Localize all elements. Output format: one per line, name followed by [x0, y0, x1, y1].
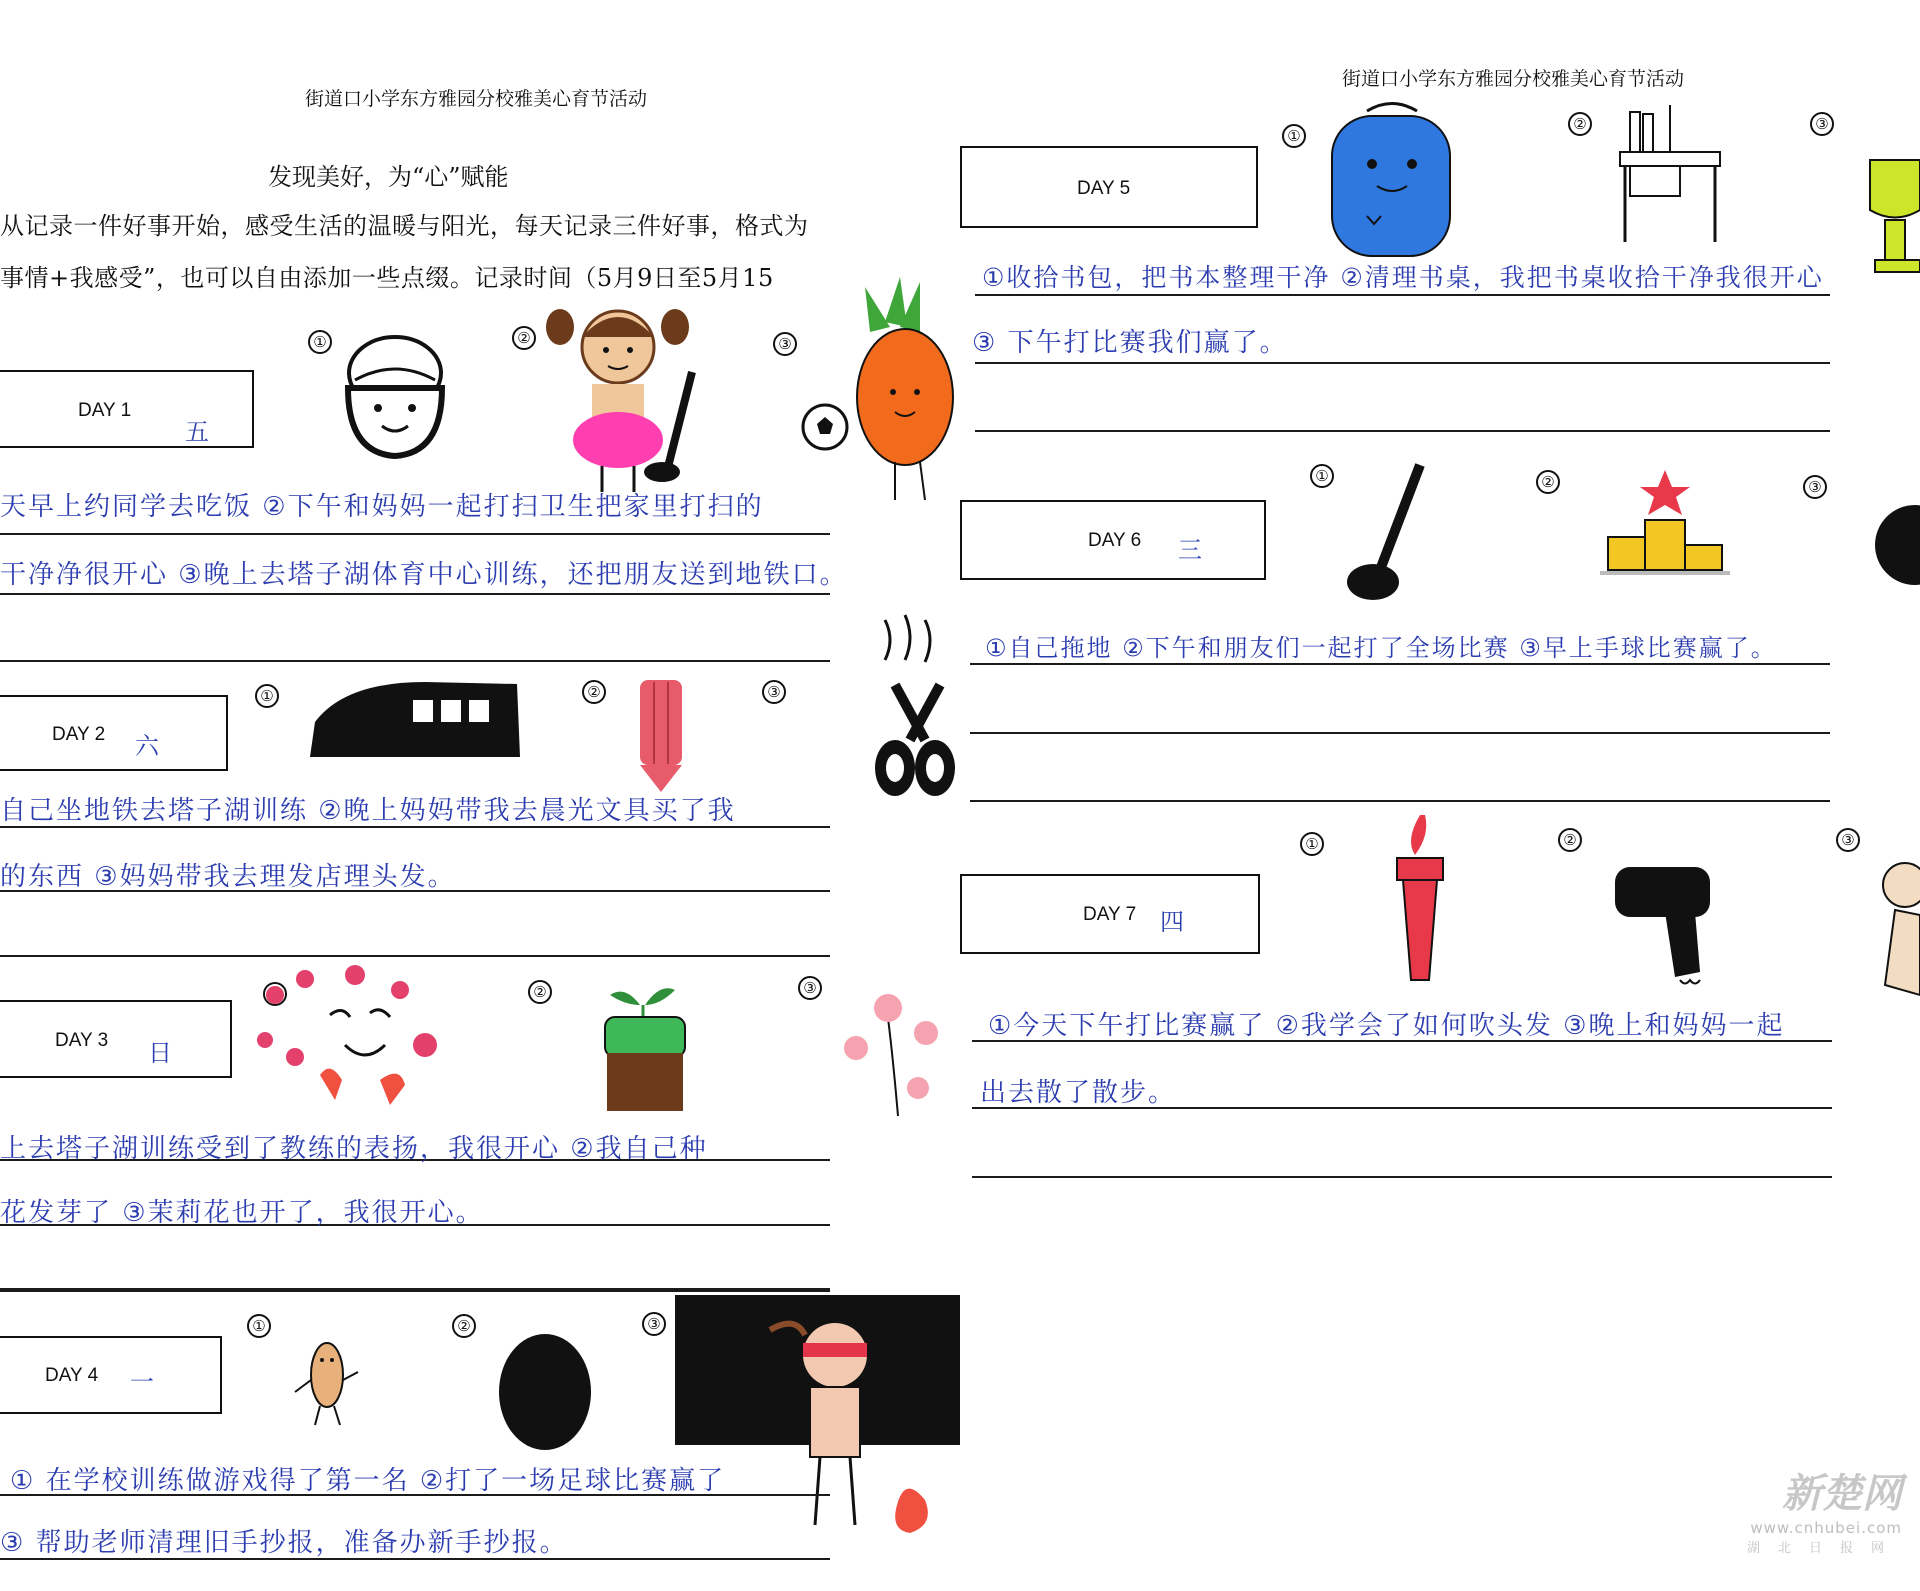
day2-item2-number: ②	[582, 680, 606, 704]
day4-text-line-1: ① 在学校训练做游戏得了第一名 ②打了一场足球比赛赢了	[10, 1466, 726, 1496]
day1-label: DAY 1	[78, 400, 132, 421]
scissors-drawing	[865, 610, 960, 805]
day2-text-line-2: 的东西 ③妈妈带我去理发店理头发。	[0, 862, 456, 892]
day5-item2-number: ②	[1568, 112, 1592, 136]
day6-item2-number: ②	[1536, 470, 1560, 494]
day7-weekday: 四	[1160, 908, 1184, 936]
day3-item2-number: ②	[528, 980, 552, 1004]
day7-item1-number: ①	[1300, 832, 1324, 856]
day5-rule-3	[975, 430, 1830, 432]
sprout-pot-drawing	[595, 965, 695, 1115]
black-ball-drawing	[1870, 500, 1920, 590]
day5-item1-number: ①	[1282, 124, 1306, 148]
day4-rule-top	[0, 1288, 830, 1290]
intro-line-2: 事情+我感受”，也可以自由添加一些点缀。记录时间（5月9日至5月15	[0, 264, 774, 292]
blackboard-drawing	[675, 1295, 960, 1540]
day1-text-line-1: 天早上约同学去吃饭 ②下午和妈妈一起打扫卫生把家里打扫的	[0, 492, 764, 522]
day2-rule-3	[0, 955, 830, 957]
day7-text-line-2: 出去散了散步。	[980, 1078, 1177, 1108]
day5-rule-1	[975, 294, 1830, 296]
day1-item1-number: ①	[308, 330, 332, 354]
watermark-logo: 新楚网	[1782, 1471, 1902, 1517]
day4-item2-number: ②	[452, 1314, 476, 1338]
day2-text-line-1: 自己坐地铁去塔子湖训练 ②晚上妈妈带我去晨光文具买了我	[0, 796, 736, 826]
day4-item1-number: ①	[247, 1314, 271, 1338]
day1-rule-2	[0, 593, 830, 595]
day1-rule-3	[0, 660, 830, 662]
day7-rule-3	[972, 1176, 1832, 1178]
watermark-sub: 湖北日报网	[1746, 1541, 1902, 1556]
watermark-url: www.cnhubei.com	[1750, 1519, 1902, 1537]
rice-bowl-drawing	[330, 318, 460, 463]
day2-label: DAY 2	[52, 724, 106, 745]
day1-weekday: 五	[185, 418, 209, 446]
day1-item3-number: ③	[773, 332, 797, 356]
black-circle-drawing	[495, 1330, 595, 1455]
day2-weekday: 六	[135, 732, 159, 760]
carrot-soccer-drawing	[795, 272, 960, 512]
page-subtitle: 发现美好，为“心”赋能	[268, 163, 509, 191]
pencil-drawing	[630, 672, 692, 797]
trophy-drawing	[1860, 150, 1920, 290]
day4-item3-number: ③	[642, 1312, 666, 1336]
day3-label: DAY 3	[55, 1030, 109, 1051]
day3-weekday: 日	[148, 1039, 172, 1067]
day7-item2-number: ②	[1558, 828, 1582, 852]
figure-drawing	[1865, 855, 1920, 1005]
jasmine-flower-drawing	[838, 978, 960, 1118]
day2-box	[0, 695, 228, 771]
day1-item2-number: ②	[512, 326, 536, 350]
right-page	[960, 0, 1920, 1591]
page-header: 街道口小学东方雅园分校雅美心育节活动	[305, 88, 648, 110]
watermark	[1747, 1462, 1902, 1556]
day1-rule-1	[0, 533, 830, 535]
day2-item1-number: ①	[255, 684, 279, 708]
train-drawing	[305, 672, 525, 764]
page-header: 街道口小学东方雅园分校雅美心育节活动	[1342, 68, 1685, 90]
day2-item3-number: ③	[762, 680, 786, 704]
day4-weekday: 一	[130, 1368, 154, 1396]
intro-line-1: 从记录一件好事开始，感受生活的温暖与阳光，每天记录三件好事，格式为	[0, 212, 809, 240]
day6-item1-number: ①	[1310, 464, 1334, 488]
desk-drawing	[1615, 100, 1725, 245]
smiling-flower-face-drawing	[250, 965, 445, 1115]
day5-rule-2	[975, 362, 1830, 364]
day5-text-line-1: ①收拾书包，把书本整理干净 ②清理书桌，我把书桌收拾干净我很开心	[982, 263, 1824, 292]
day3-item3-number: ③	[798, 976, 822, 1000]
day5-label: DAY 5	[1077, 178, 1131, 199]
girl-sweeping-drawing	[540, 292, 700, 497]
day6-text-line-1: ①自己拖地 ②下午和朋友们一起打了全场比赛 ③早上手球比赛赢了。	[985, 634, 1777, 662]
day6-label: DAY 6	[1088, 530, 1142, 551]
day3-text-line-2: 花发芽了 ③茉莉花也开了，我很开心。	[0, 1198, 484, 1228]
day4-label: DAY 4	[45, 1365, 99, 1386]
day3-text-line-1: 上去塔子湖训练受到了教练的表扬，我很开心 ②我自己种	[0, 1134, 708, 1164]
day3-rule-3	[0, 1290, 830, 1292]
peanut-figure-drawing	[290, 1330, 365, 1430]
day4-box	[0, 1336, 222, 1414]
day7-item3-number: ③	[1836, 828, 1860, 852]
day7-label: DAY 7	[1083, 904, 1137, 925]
day1-text-line-2: 干净净很开心 ③晚上去塔子湖体育中心训练，还把朋友送到地铁口。	[0, 560, 848, 590]
day7-text-line-1: ①今天下午打比赛赢了 ②我学会了如何吹头发 ③晚上和妈妈一起	[988, 1011, 1785, 1041]
day5-text-line-2: ③ 下午打比赛我们赢了。	[972, 328, 1288, 358]
day6-rule-3	[970, 800, 1830, 802]
blue-backpack-drawing	[1322, 96, 1460, 261]
day5-item3-number: ③	[1810, 112, 1834, 136]
day3-box	[0, 1000, 232, 1078]
day6-rule-1	[970, 663, 1830, 665]
torch-drawing	[1385, 810, 1455, 985]
day6-rule-2	[970, 732, 1830, 734]
hair-dryer-drawing	[1610, 862, 1720, 992]
day4-text-line-2: ③ 帮助老师清理旧手抄报，准备办新手抄报。	[0, 1528, 568, 1558]
podium-drawing	[1600, 465, 1730, 585]
mop-drawing	[1335, 460, 1430, 605]
day6-weekday: 三	[1178, 536, 1202, 564]
day6-item3-number: ③	[1803, 475, 1827, 499]
